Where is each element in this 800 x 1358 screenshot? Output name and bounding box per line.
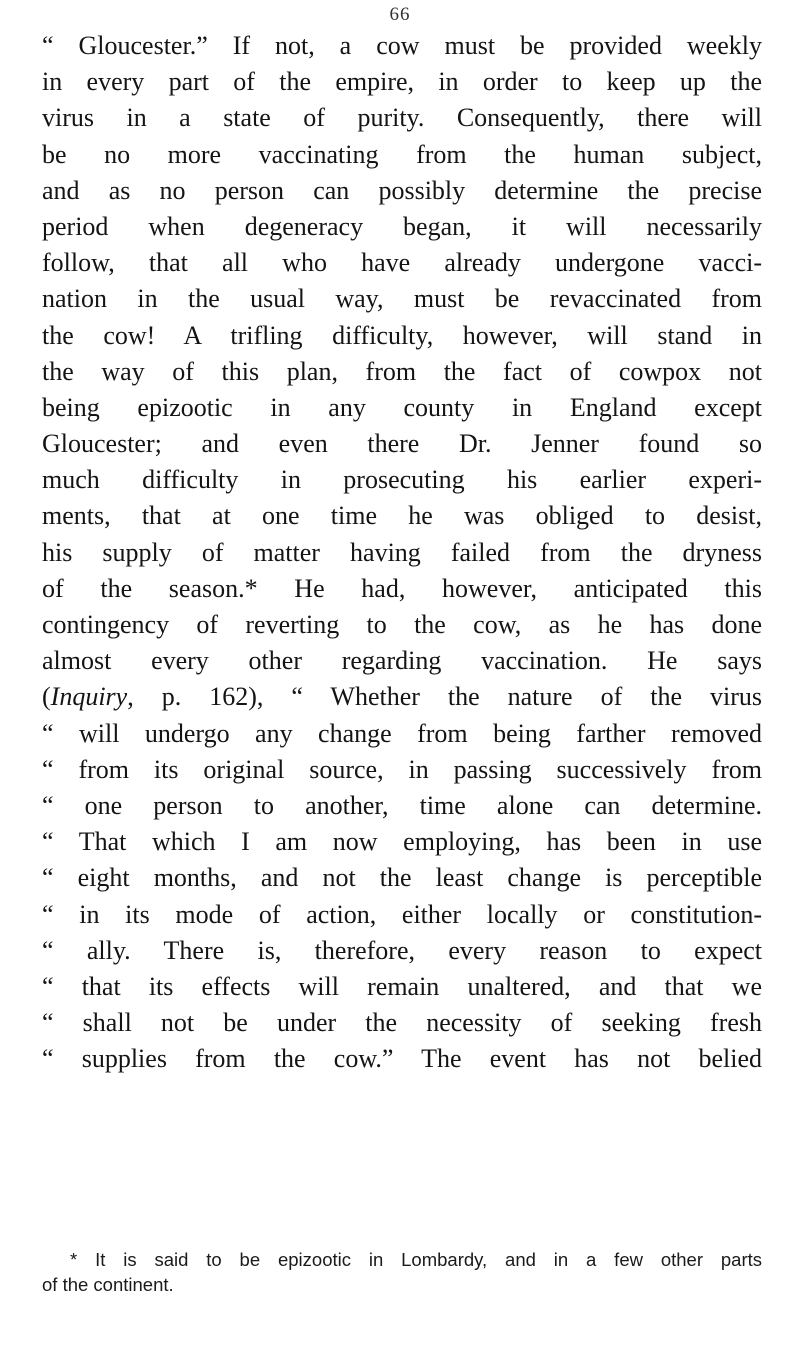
footnote-line: of the continent. <box>42 1274 174 1295</box>
text-line: the way of this plan, from the fact of cowpox not <box>42 356 762 386</box>
text-line: nation in the usual way, must be revaccinated from <box>42 284 762 314</box>
text-line: of the season.* He had, however, anticipated this <box>42 573 762 603</box>
text-line: “ supplies from the cow.” The event has not belied <box>42 1044 762 1074</box>
text-line: “ ally. There is, therefore, every reason to expect <box>42 935 762 965</box>
text-line: “ shall not be under the necessity of seeking fresh <box>42 1008 762 1038</box>
text-line: Gloucester; and even there Dr. Jenner found so <box>42 429 762 459</box>
page-number: 66 <box>389 4 411 25</box>
text-line: the cow! A trifling difficulty, however, will stand in <box>42 320 762 350</box>
text-line: “ one person to another, time alone can determine. <box>42 790 762 820</box>
text-line: being epizootic in any county in England except <box>42 392 762 422</box>
text-line: follow, that all who have already undergone vacci- <box>42 248 762 278</box>
text-line: virus in a state of purity. Consequently, there will <box>42 103 762 133</box>
footnote <box>42 1247 762 1297</box>
footnote-line: * It is said to be epizootic in Lombardy, and in a few other parts <box>70 1249 762 1270</box>
text-line: “ That which I am now employing, has been in use <box>42 827 762 857</box>
text-line: much difficulty in prosecuting his earlier experi- <box>42 465 762 495</box>
text-line: (Inquiry, p. 162), “ Whether the nature of the virus <box>42 682 762 712</box>
text-line: “ Gloucester.” If not, a cow must be provided weekly <box>42 31 762 60</box>
text-line: and as no person can possibly determine the precise <box>42 175 762 205</box>
text-line: in every part of the empire, in order to keep up the <box>42 67 762 97</box>
text-line: ments, that at one time he was obliged to desist, <box>42 501 762 531</box>
text-line: his supply of matter having failed from the dryness <box>42 537 762 567</box>
text-line: contingency of reverting to the cow, as he has done <box>42 610 762 639</box>
text-line: “ that its effects will remain unaltered, and that we <box>42 971 762 1001</box>
text-line: almost every other regarding vaccination. He says <box>42 646 762 676</box>
text-line: “ from its original source, in passing successively from <box>42 754 762 784</box>
body-text <box>42 28 762 1077</box>
cited-work-title: Inquiry <box>50 682 128 712</box>
text-line: period when degeneracy began, it will necessarily <box>42 211 762 241</box>
text-line: “ eight months, and not the least change is perceptible <box>42 863 762 893</box>
text-line: “ in its mode of action, either locally or constitution- <box>42 899 762 929</box>
text-line: “ will undergo any change from being farther removed <box>42 718 762 748</box>
text-line: be no more vaccinating from the human subject, <box>42 139 762 169</box>
